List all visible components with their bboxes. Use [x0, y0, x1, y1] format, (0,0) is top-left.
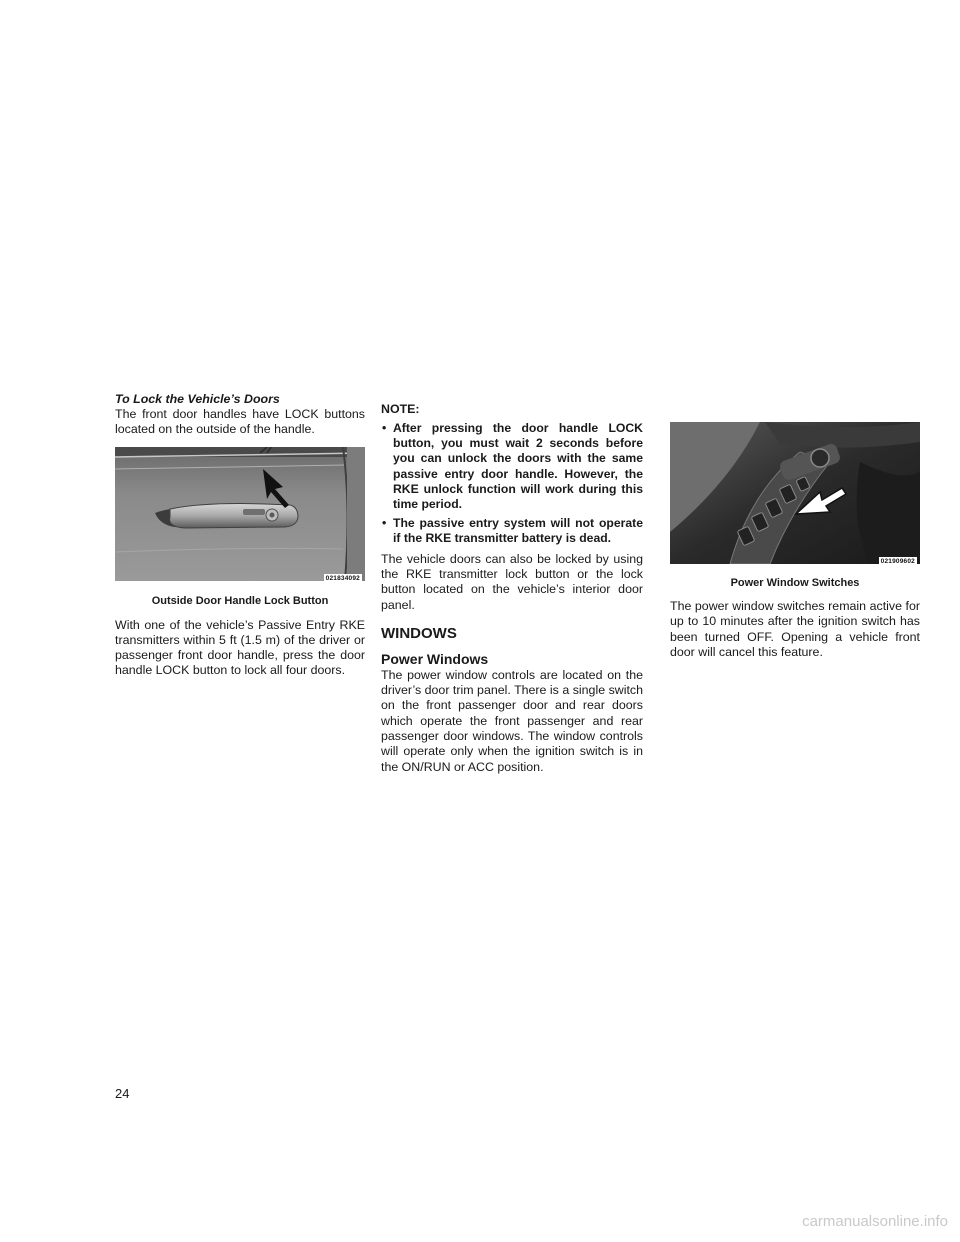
figure-code: 021909602 — [880, 558, 915, 565]
note-text: After pressing the door handle LOCK button, you must wait 2 seconds before you can unlock the doors with the same passive entry door handle. However, the RKE unlock function will work during this time period. — [393, 421, 643, 512]
right-column — [670, 422, 920, 660]
subheading-lock-doors: To Lock the Vehicle’s Doors — [115, 392, 280, 406]
lock-options-paragraph: The vehicle doors can also be locked by using the RKE transmitter lock button or the lock button located on the vehicle’s interior door panel. — [381, 551, 643, 612]
window-switches-photo — [670, 422, 920, 564]
page-number: 24 — [115, 1086, 130, 1101]
watermark: carmanualsonline.info — [802, 1213, 948, 1230]
note-item — [381, 516, 643, 546]
switch-timeout-paragraph: The power window switches remain active for up to 10 minutes after the ignition switch has been turned OFF. Opening a vehicle front door will cancel this feature. — [670, 599, 920, 659]
figure-caption: Power Window Switches — [730, 577, 860, 589]
note-text: The passive entry system will not operate if the RKE transmitter battery is dead. — [393, 516, 643, 546]
note-title: NOTE: — [381, 402, 420, 416]
note-list — [381, 421, 643, 547]
middle-column — [381, 402, 643, 775]
figure-code: 021834092 — [325, 574, 360, 582]
bullet-icon: • — [382, 516, 387, 531]
subsection-title-power-windows: Power Windows — [381, 650, 489, 667]
bullet-icon: • — [382, 421, 387, 435]
intro-paragraph: The front door handles have LOCK buttons located on the outside of the handle. — [115, 407, 365, 437]
section-title-windows: WINDOWS — [381, 624, 457, 642]
door-handle-figure — [115, 447, 365, 586]
passive-entry-paragraph: With one of the vehicle’s Passive Entry RKE transmitters within 5 ft (1.5 m) of the driver or passenger front door handle, press the door handle LOCK button to lock all four doors. — [115, 617, 365, 678]
door-handle-photo — [115, 447, 365, 581]
window-switches-figure — [670, 422, 920, 569]
note-item — [381, 421, 643, 512]
figure-caption: Outside Door Handle Lock Button — [151, 594, 329, 607]
left-column — [115, 392, 365, 679]
power-windows-paragraph: The power window controls are located on the driver’s door trim panel. There is a single switch on the front passenger door and rear doors which operate the front passenger and rear passenger door windows. The window controls will operate only when the ignition switch is in the ON/RUN or ACC position. — [381, 667, 643, 774]
